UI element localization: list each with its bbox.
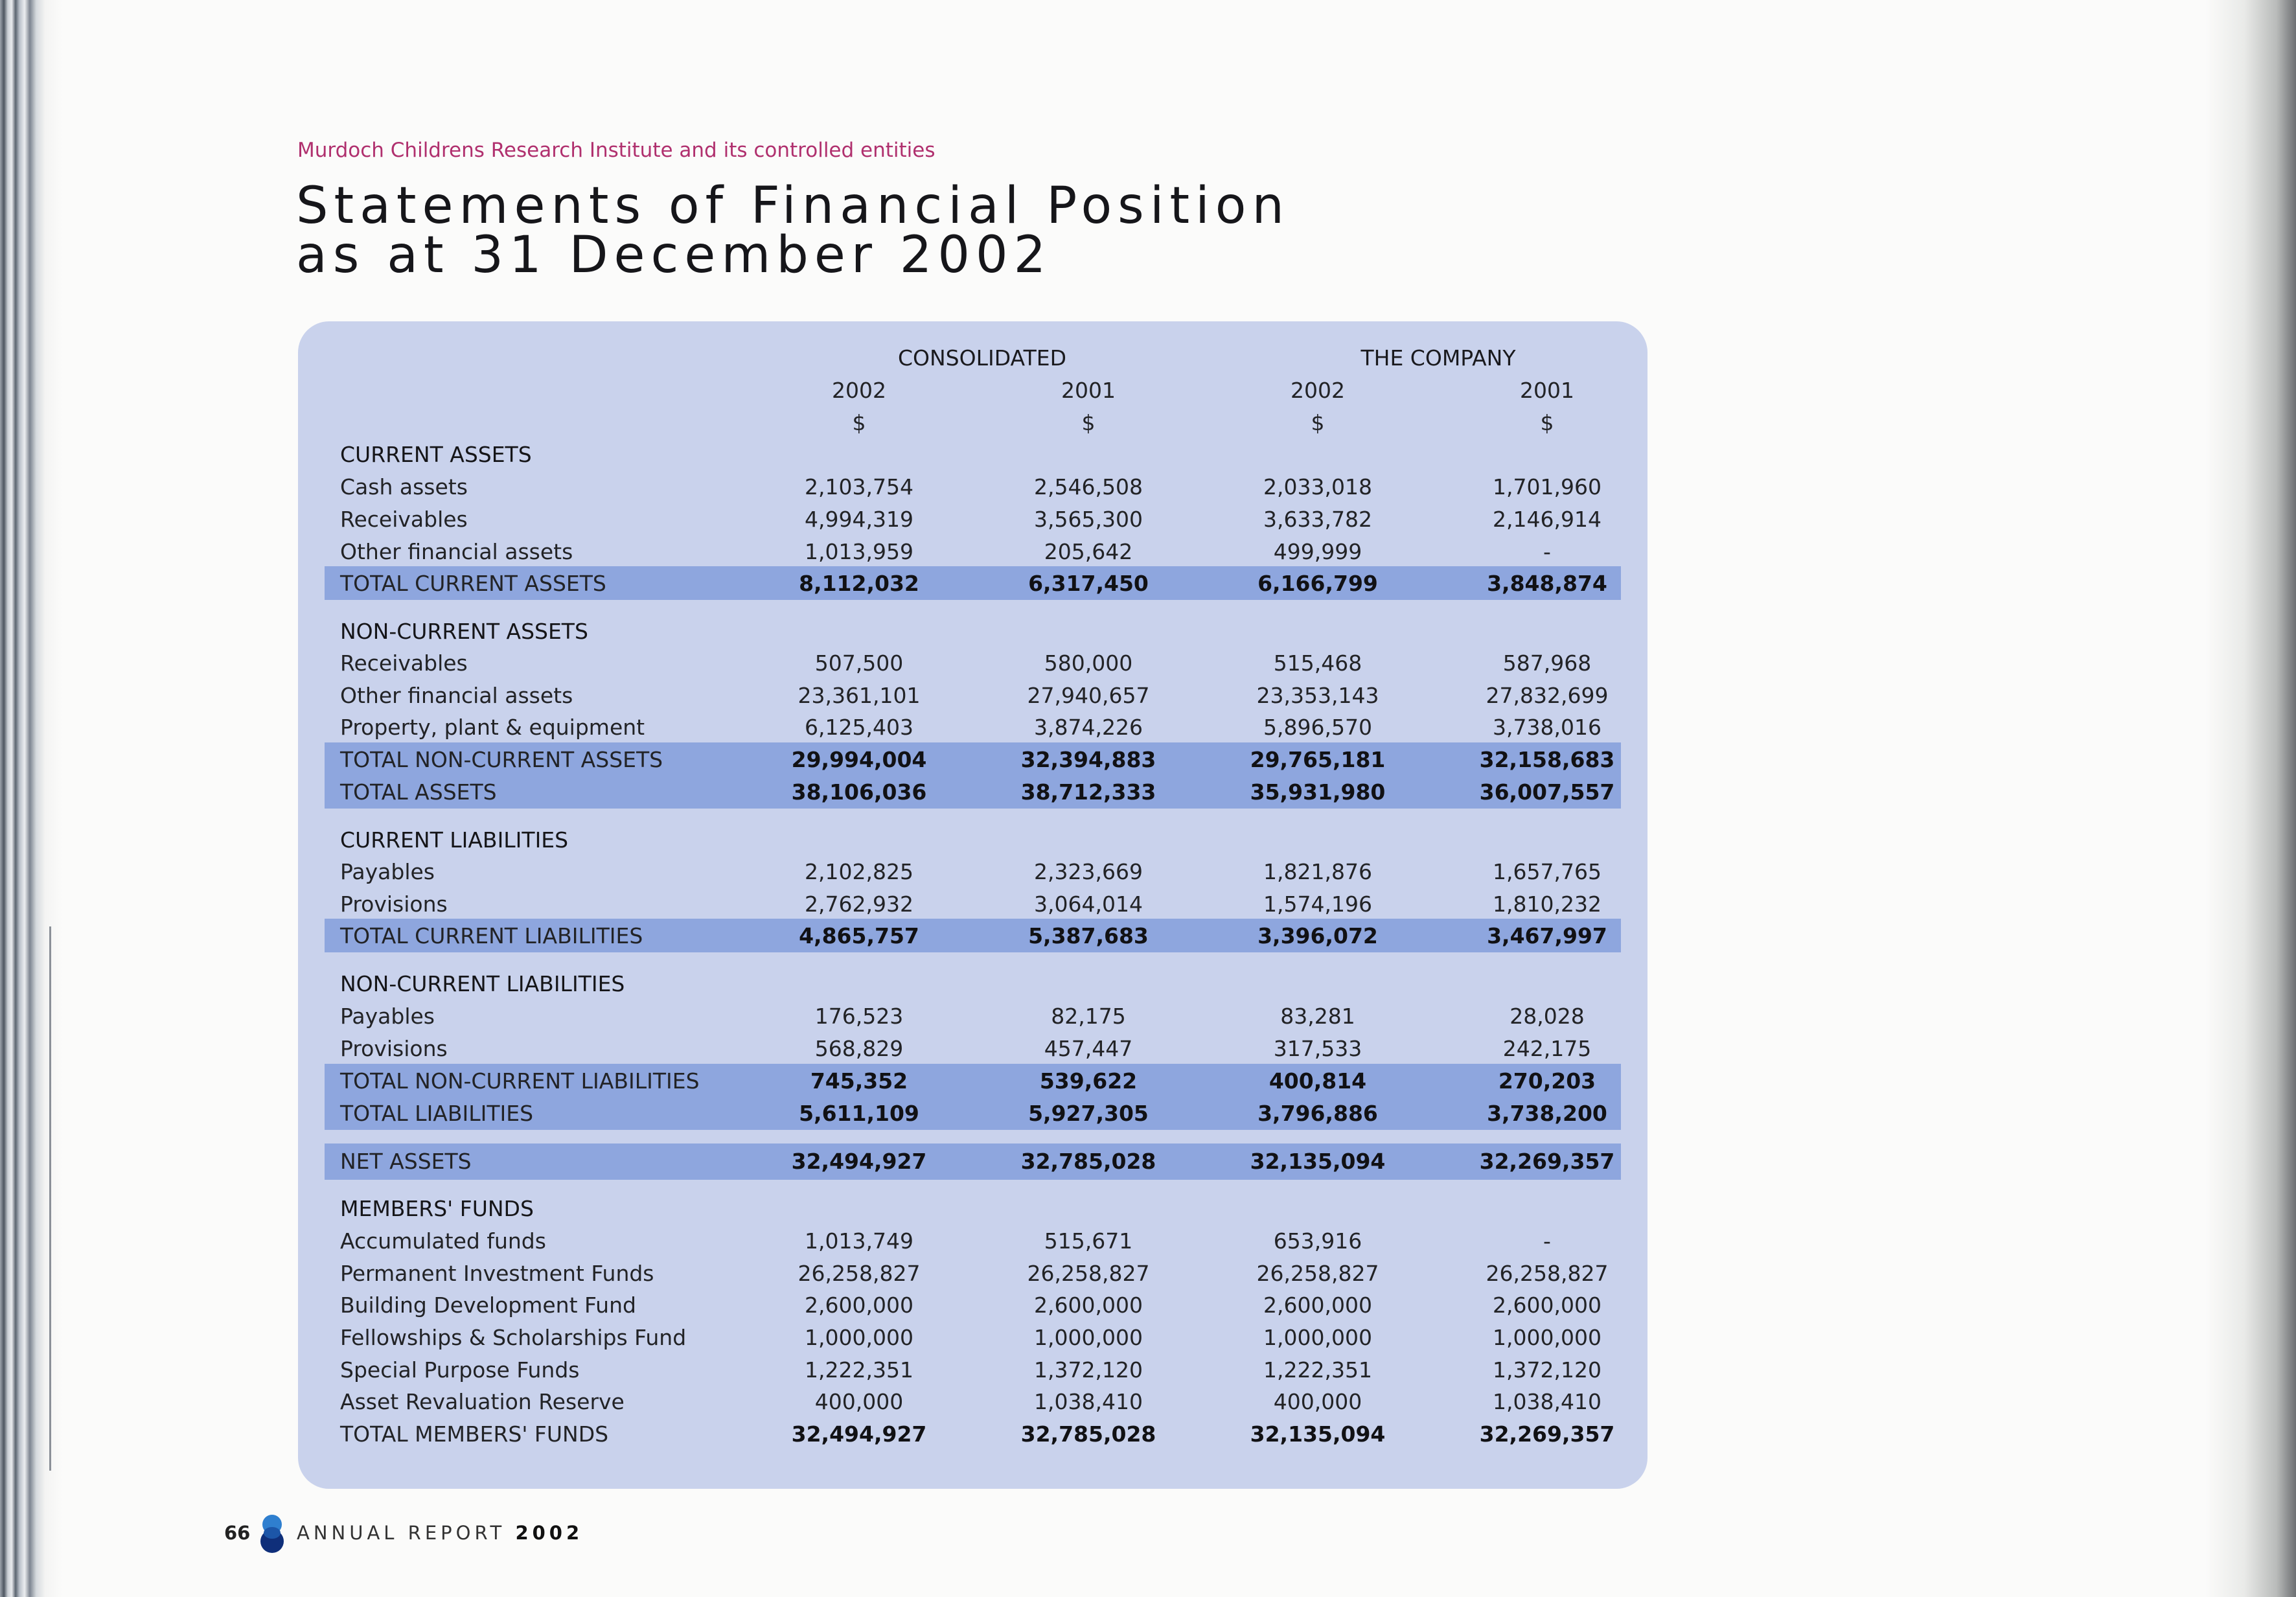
total-label: TOTAL CURRENT ASSETS (340, 571, 606, 596)
row-value: 1,013,749 (805, 1228, 913, 1254)
row-label: Payables (340, 1004, 435, 1029)
row-value: 1,222,351 (805, 1357, 913, 1383)
unit-header-row (0, 407, 2296, 439)
row-value: 653,916 (1273, 1228, 1362, 1254)
row-label: Payables (340, 859, 435, 884)
total-value: 3,848,874 (1487, 571, 1607, 596)
total-value: 539,622 (1039, 1068, 1138, 1094)
total-value: 29,994,004 (791, 747, 927, 772)
table-row (0, 856, 2296, 888)
year-header-row (0, 374, 2296, 407)
row-value: 3,738,016 (1493, 715, 1601, 740)
row-value: 317,533 (1273, 1036, 1362, 1061)
table-row (0, 1033, 2296, 1065)
total-value: 270,203 (1498, 1068, 1596, 1094)
row-value: 2,103,754 (805, 474, 913, 500)
row-value: 1,701,960 (1493, 474, 1601, 500)
unit-col-2: $ (1081, 410, 1096, 435)
row-value: 27,940,657 (1027, 683, 1150, 708)
row-value: 400,000 (814, 1389, 904, 1414)
row-value: - (1543, 539, 1551, 564)
table-row (0, 1386, 2296, 1418)
table-row (0, 503, 2296, 536)
row-value: 27,832,699 (1486, 683, 1609, 708)
report-year: 2002 (515, 1522, 584, 1544)
section-heading (0, 439, 2296, 471)
row-label: Special Purpose Funds (340, 1357, 580, 1383)
row-label: Receivables (340, 507, 468, 532)
total-row (0, 1065, 2296, 1097)
row-value: 2,600,000 (1493, 1293, 1601, 1318)
row-value: 580,000 (1044, 650, 1133, 676)
total-value: 32,785,028 (1020, 1149, 1156, 1174)
page-title (296, 177, 1290, 284)
total-label: TOTAL LIABILITIES (340, 1101, 534, 1126)
row-value: 499,999 (1273, 539, 1362, 564)
row-value: 5,896,570 (1263, 715, 1372, 740)
total-value: 3,796,886 (1257, 1101, 1378, 1126)
row-value: 2,033,018 (1263, 474, 1372, 500)
row-value: 26,258,827 (798, 1261, 921, 1286)
total-row (0, 1097, 2296, 1130)
row-value: 82,175 (1051, 1004, 1126, 1029)
row-value: 3,565,300 (1034, 507, 1143, 532)
row-value: 2,323,669 (1034, 859, 1143, 884)
row-value: 457,447 (1044, 1036, 1133, 1061)
table-row (0, 536, 2296, 568)
total-value: 29,765,181 (1250, 747, 1386, 772)
total-value: 32,269,357 (1479, 1421, 1615, 1447)
total-value: 400,814 (1269, 1068, 1367, 1094)
row-value: 26,258,827 (1256, 1261, 1379, 1286)
row-label: Provisions (340, 1036, 448, 1061)
row-value: 1,810,232 (1493, 891, 1601, 917)
row-value: 2,600,000 (805, 1293, 913, 1318)
row-value: 1,372,120 (1493, 1357, 1601, 1383)
net-assets-row (0, 1145, 2296, 1178)
row-value: 2,600,000 (1034, 1293, 1143, 1318)
group-consolidated: CONSOLIDATED (897, 345, 1066, 371)
row-value: 1,000,000 (1493, 1325, 1601, 1350)
section-heading (0, 968, 2296, 1000)
total-value: 5,927,305 (1028, 1101, 1149, 1126)
report-label: ANNUAL REPORT (297, 1522, 506, 1544)
row-value: 28,028 (1510, 1004, 1585, 1029)
entity-subtitle: Murdoch Childrens Research Institute and its controlled entities (297, 139, 936, 162)
table-row (0, 1322, 2296, 1354)
section-heading-label: NON-CURRENT ASSETS (340, 619, 588, 644)
total-row (0, 568, 2296, 600)
row-value: 3,633,782 (1263, 507, 1372, 532)
row-value: 400,000 (1273, 1389, 1362, 1414)
annual-report-label (297, 1519, 583, 1547)
row-value: 3,874,226 (1034, 715, 1143, 740)
table-row (0, 1225, 2296, 1258)
total-value: 32,158,683 (1479, 747, 1615, 772)
total-label: TOTAL NON-CURRENT ASSETS (340, 747, 663, 772)
row-value: 515,671 (1044, 1228, 1133, 1254)
row-value: 3,064,014 (1034, 891, 1143, 917)
total-value: 32,494,927 (791, 1421, 927, 1447)
row-value: 1,000,000 (1034, 1325, 1143, 1350)
row-label: Fellowships & Scholarships Fund (340, 1325, 687, 1350)
table-row (0, 1258, 2296, 1290)
title-line-2: as at 31 December 2002 (296, 226, 1052, 284)
total-value: 5,387,683 (1028, 923, 1149, 948)
row-value: 2,762,932 (805, 891, 913, 917)
row-label: Permanent Investment Funds (340, 1261, 654, 1286)
row-label: Property, plant & equipment (340, 715, 645, 740)
row-value: 2,102,825 (805, 859, 913, 884)
table-row (0, 1289, 2296, 1322)
section-heading-label: NON-CURRENT LIABILITIES (340, 971, 625, 996)
row-value: 2,146,914 (1493, 507, 1601, 532)
total-label: TOTAL ASSETS (340, 779, 497, 805)
total-value: 32,494,927 (791, 1149, 927, 1174)
institute-logo-icon (259, 1513, 285, 1554)
row-value: 205,642 (1044, 539, 1133, 564)
row-value: 6,125,403 (805, 715, 913, 740)
table-row (0, 1354, 2296, 1386)
total-value: 745,352 (810, 1068, 908, 1094)
row-value: 1,657,765 (1493, 859, 1601, 884)
row-value: 1,574,196 (1263, 891, 1372, 917)
row-value: 26,258,827 (1486, 1261, 1609, 1286)
total-value: 35,931,980 (1250, 779, 1386, 805)
row-label: Asset Revaluation Reserve (340, 1389, 625, 1414)
row-value: 83,281 (1280, 1004, 1355, 1029)
total-value: 32,394,883 (1020, 747, 1156, 772)
group-company: THE COMPANY (1360, 345, 1516, 371)
table-row (0, 711, 2296, 744)
row-value: 1,000,000 (1263, 1325, 1372, 1350)
row-value: 1,013,959 (805, 539, 913, 564)
row-label: Accumulated funds (340, 1228, 546, 1254)
total-value: 32,269,357 (1479, 1149, 1615, 1174)
year-col-4: 2001 (1520, 378, 1574, 403)
total-label: TOTAL MEMBERS' FUNDS (340, 1421, 609, 1447)
table-row (0, 471, 2296, 503)
year-col-2: 2001 (1061, 378, 1116, 403)
section-heading (0, 615, 2296, 648)
row-value: 587,968 (1502, 650, 1592, 676)
section-heading (0, 1193, 2296, 1225)
row-label: Receivables (340, 650, 468, 676)
section-heading (0, 824, 2296, 856)
row-value: 1,038,410 (1493, 1389, 1601, 1414)
total-value: 38,712,333 (1020, 779, 1156, 805)
year-col-1: 2002 (832, 378, 886, 403)
year-col-3: 2002 (1291, 378, 1345, 403)
section-heading-label: MEMBERS' FUNDS (340, 1196, 534, 1221)
row-value: 2,546,508 (1034, 474, 1143, 500)
row-value: 507,500 (814, 650, 904, 676)
unit-col-4: $ (1540, 410, 1554, 435)
row-value: 1,821,876 (1263, 859, 1372, 884)
total-value: 32,135,094 (1250, 1149, 1386, 1174)
row-value: - (1543, 1228, 1551, 1254)
total-row (0, 776, 2296, 809)
total-row (0, 1418, 2296, 1451)
row-value: 1,372,120 (1034, 1357, 1143, 1383)
row-value: 23,353,143 (1256, 683, 1379, 708)
unit-col-1: $ (852, 410, 866, 435)
table-row (0, 647, 2296, 680)
total-value: 36,007,557 (1479, 779, 1615, 805)
row-label: Cash assets (340, 474, 468, 500)
page-number: 66 (224, 1522, 251, 1544)
row-value: 4,994,319 (805, 507, 913, 532)
total-value: 32,785,028 (1020, 1421, 1156, 1447)
table-row (0, 680, 2296, 712)
row-label: Provisions (340, 891, 448, 917)
total-value: 3,396,072 (1257, 923, 1378, 948)
row-value: 242,175 (1502, 1036, 1592, 1061)
section-heading-label: CURRENT LIABILITIES (340, 827, 569, 853)
total-value: 32,135,094 (1250, 1421, 1386, 1447)
total-label: TOTAL CURRENT LIABILITIES (340, 923, 643, 948)
total-row (0, 920, 2296, 952)
row-value: 23,361,101 (798, 683, 921, 708)
row-value: 568,829 (814, 1036, 904, 1061)
title-line-1: Statements of Financial Position (296, 177, 1290, 235)
row-value: 2,600,000 (1263, 1293, 1372, 1318)
row-value: 1,000,000 (805, 1325, 913, 1350)
row-value: 1,038,410 (1034, 1389, 1143, 1414)
section-heading-label: CURRENT ASSETS (340, 442, 532, 467)
row-label: Other financial assets (340, 683, 573, 708)
row-value: 515,468 (1273, 650, 1362, 676)
row-label: Building Development Fund (340, 1293, 636, 1318)
total-label: TOTAL NON-CURRENT LIABILITIES (340, 1068, 700, 1094)
table-row (0, 1000, 2296, 1033)
row-label: Other financial assets (340, 539, 573, 564)
row-value: 1,222,351 (1263, 1357, 1372, 1383)
unit-col-3: $ (1311, 410, 1325, 435)
total-label: NET ASSETS (340, 1149, 472, 1174)
total-value: 8,112,032 (799, 571, 919, 596)
table-row (0, 888, 2296, 921)
total-value: 3,467,997 (1487, 923, 1607, 948)
total-value: 4,865,757 (799, 923, 919, 948)
row-value: 26,258,827 (1027, 1261, 1150, 1286)
row-value: 176,523 (814, 1004, 904, 1029)
total-value: 6,166,799 (1257, 571, 1378, 596)
total-value: 3,738,200 (1487, 1101, 1607, 1126)
total-value: 5,611,109 (799, 1101, 919, 1126)
total-value: 6,317,450 (1028, 571, 1149, 596)
total-value: 38,106,036 (791, 779, 927, 805)
total-row (0, 744, 2296, 776)
